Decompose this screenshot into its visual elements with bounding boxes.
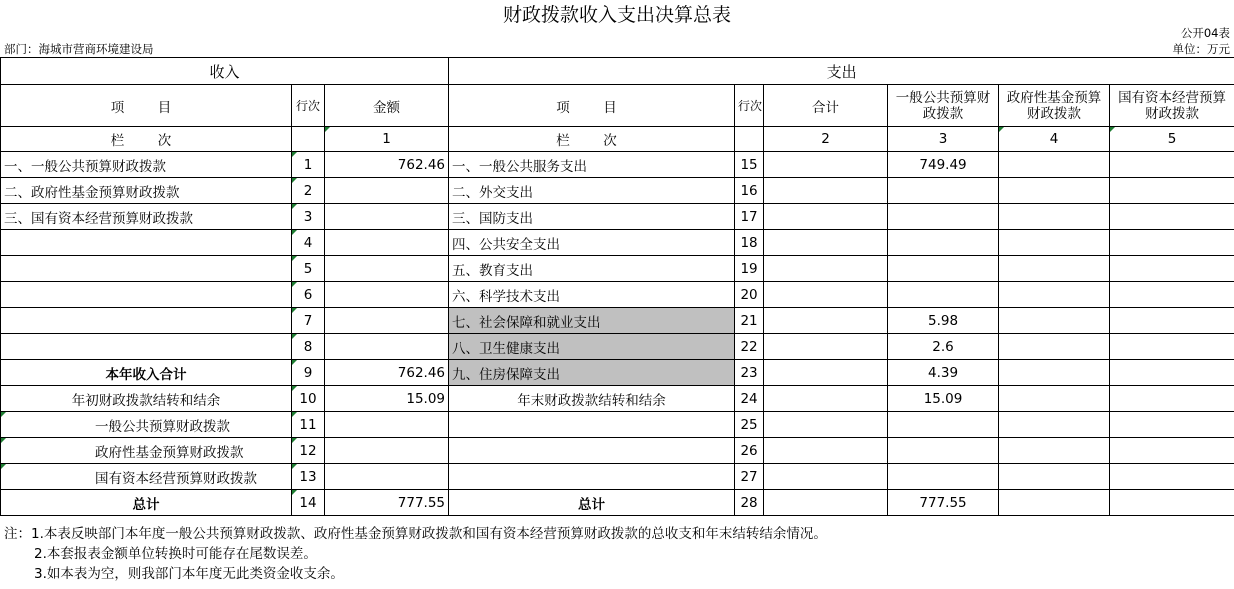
- expense-general-budget: 749.49: [888, 152, 999, 178]
- expense-state-capital: [1110, 204, 1234, 230]
- expense-total: [764, 152, 888, 178]
- expense-item-header: 项 目: [449, 85, 735, 127]
- table-row: [1, 438, 1234, 464]
- expense-total: [764, 464, 888, 490]
- expense-total: [764, 438, 888, 464]
- col-index-2: 2: [764, 127, 888, 152]
- expense-total: [764, 282, 888, 308]
- expense-item-highlighted: 七、社会保障和就业支出: [449, 308, 735, 334]
- expense-general-budget: [888, 464, 999, 490]
- col-index-1: 1: [325, 127, 449, 152]
- income-line-no: 14: [292, 490, 325, 516]
- income-item: 政府性基金预算财政拨款: [1, 438, 292, 464]
- income-grand-total-label: 总计: [1, 490, 292, 516]
- expense-gov-fund: [999, 308, 1110, 334]
- table-row: [1, 334, 1234, 360]
- expense-gov-fund: [999, 230, 1110, 256]
- footnotes: [4, 524, 827, 584]
- income-amount: [325, 204, 449, 230]
- general-budget-header: 一般公共预算财政拨款: [888, 85, 999, 127]
- income-line-no: 3: [292, 204, 325, 230]
- expense-item: 四、公共安全支出: [449, 230, 735, 256]
- expense-gov-fund: [999, 464, 1110, 490]
- income-amount: 762.46: [325, 360, 449, 386]
- expense-line-no: 21: [735, 308, 764, 334]
- expense-total: [764, 386, 888, 412]
- expense-line-no: 16: [735, 178, 764, 204]
- expense-general-budget: 5.98: [888, 308, 999, 334]
- table-row: [1, 282, 1234, 308]
- table-row: [1, 230, 1234, 256]
- income-line-no: 9: [292, 360, 325, 386]
- income-line-no: 11: [292, 412, 325, 438]
- income-item: 三、国有资本经营预算财政拨款: [1, 204, 292, 230]
- expense-total: [764, 230, 888, 256]
- income-amount: [325, 230, 449, 256]
- expense-line-no-header: 行次: [735, 85, 764, 127]
- expense-line-no: 20: [735, 282, 764, 308]
- expense-item: 三、国防支出: [449, 204, 735, 230]
- expense-gov-fund: [999, 360, 1110, 386]
- expense-state-capital: [1110, 490, 1234, 516]
- income-line-no: 6: [292, 282, 325, 308]
- income-col-index-blank: [292, 127, 325, 152]
- expense-state-capital: [1110, 360, 1234, 386]
- table-row: [1, 308, 1234, 334]
- income-item: 国有资本经营预算财政拨款: [1, 464, 292, 490]
- expense-state-capital: [1110, 412, 1234, 438]
- income-item: 二、政府性基金预算财政拨款: [1, 178, 292, 204]
- report-title: 财政拨款收入支出决算总表: [502, 4, 731, 26]
- col-index-3: 3: [888, 127, 999, 152]
- income-amount: [325, 256, 449, 282]
- expense-state-capital: [1110, 178, 1234, 204]
- expense-gov-fund: [999, 204, 1110, 230]
- income-line-no: 1: [292, 152, 325, 178]
- table-row: [1, 204, 1234, 230]
- expense-general-budget: 15.09: [888, 386, 999, 412]
- expense-line-no: 27: [735, 464, 764, 490]
- expense-total: [764, 334, 888, 360]
- expense-general-budget: [888, 178, 999, 204]
- expense-col-index-label: 栏 次: [449, 127, 735, 152]
- table-row: [1, 360, 1234, 386]
- income-line-no: 7: [292, 308, 325, 334]
- form-number: 公开04表: [1180, 26, 1230, 40]
- unit-label: 单位：万元: [1172, 42, 1230, 56]
- table-row: [1, 386, 1234, 412]
- income-subtotal-label: 本年收入合计: [1, 360, 292, 386]
- expense-general-budget: [888, 282, 999, 308]
- expense-gov-fund: [999, 412, 1110, 438]
- income-item: [1, 308, 292, 334]
- expense-item-highlighted: 九、住房保障支出: [449, 360, 735, 386]
- income-amount: 762.46: [325, 152, 449, 178]
- expense-line-no: 22: [735, 334, 764, 360]
- expense-item: 五、教育支出: [449, 256, 735, 282]
- income-item: [1, 256, 292, 282]
- income-section-header: 收入: [1, 58, 449, 85]
- department-label: 部门：海城市营商环境建设局: [4, 42, 154, 56]
- income-line-no-header: 行次: [292, 85, 325, 127]
- income-line-no: 8: [292, 334, 325, 360]
- expense-state-capital: [1110, 230, 1234, 256]
- expense-line-no: 24: [735, 386, 764, 412]
- table-row: [1, 412, 1234, 438]
- expense-col-index-blank: [735, 127, 764, 152]
- expense-item: 年末财政拨款结转和结余: [449, 386, 735, 412]
- expense-state-capital: [1110, 386, 1234, 412]
- expense-grand-total-general: 777.55: [888, 490, 999, 516]
- expense-item: [449, 464, 735, 490]
- income-item: [1, 230, 292, 256]
- expense-general-budget: [888, 438, 999, 464]
- income-item: [1, 334, 292, 360]
- expense-total: [764, 178, 888, 204]
- expense-general-budget: [888, 230, 999, 256]
- expense-line-no: 28: [735, 490, 764, 516]
- col-index-5: 5: [1110, 127, 1234, 152]
- expense-general-budget: [888, 204, 999, 230]
- income-item: 一般公共预算财政拨款: [1, 412, 292, 438]
- income-item: [1, 282, 292, 308]
- expense-item: 二、外交支出: [449, 178, 735, 204]
- expense-item: 六、科学技术支出: [449, 282, 735, 308]
- expense-line-no: 19: [735, 256, 764, 282]
- expense-item: 一、一般公共服务支出: [449, 152, 735, 178]
- expense-gov-fund: [999, 386, 1110, 412]
- expense-total: [764, 204, 888, 230]
- expense-state-capital: [1110, 308, 1234, 334]
- footnote-3: 3.如本表为空，则我部门本年度无此类资金收支余。: [34, 566, 344, 582]
- expense-item-highlighted: 八、卫生健康支出: [449, 334, 735, 360]
- amount-header: 金额: [325, 85, 449, 127]
- column-index-row: [1, 127, 1234, 152]
- income-item: 一、一般公共预算财政拨款: [1, 152, 292, 178]
- expense-general-budget: 4.39: [888, 360, 999, 386]
- col-index-4: 4: [999, 127, 1110, 152]
- expense-total: [764, 256, 888, 282]
- column-header-row: [1, 85, 1234, 127]
- state-capital-header: 国有资本经营预算财政拨款: [1110, 85, 1234, 127]
- income-amount: [325, 412, 449, 438]
- income-line-no: 10: [292, 386, 325, 412]
- expense-line-no: 18: [735, 230, 764, 256]
- income-amount: [325, 438, 449, 464]
- expense-item: [449, 438, 735, 464]
- expense-grand-total-label: 总计: [449, 490, 735, 516]
- expense-gov-fund: [999, 490, 1110, 516]
- gov-fund-header: 政府性基金预算财政拨款: [999, 85, 1110, 127]
- income-line-no: 4: [292, 230, 325, 256]
- expense-general-budget: [888, 412, 999, 438]
- fiscal-summary-table: [0, 57, 1234, 516]
- table-row: [1, 464, 1234, 490]
- expense-item: [449, 412, 735, 438]
- expense-total: [764, 490, 888, 516]
- expense-state-capital: [1110, 152, 1234, 178]
- section-header-row: [1, 58, 1234, 85]
- table-row: [1, 256, 1234, 282]
- income-line-no: 12: [292, 438, 325, 464]
- expense-state-capital: [1110, 334, 1234, 360]
- expense-gov-fund: [999, 334, 1110, 360]
- expense-total: [764, 412, 888, 438]
- income-line-no: 5: [292, 256, 325, 282]
- expense-general-budget: [888, 256, 999, 282]
- table-row: [1, 152, 1234, 178]
- income-line-no: 13: [292, 464, 325, 490]
- income-item-header: 项 目: [1, 85, 292, 127]
- income-col-index-label: 栏 次: [1, 127, 292, 152]
- expense-total: [764, 308, 888, 334]
- expense-general-budget: 2.6: [888, 334, 999, 360]
- expense-line-no: 26: [735, 438, 764, 464]
- table-row: [1, 178, 1234, 204]
- expense-state-capital: [1110, 438, 1234, 464]
- expense-gov-fund: [999, 282, 1110, 308]
- expense-line-no: 17: [735, 204, 764, 230]
- expense-gov-fund: [999, 152, 1110, 178]
- expense-section-header: 支出: [449, 58, 1234, 85]
- total-header: 合计: [764, 85, 888, 127]
- expense-line-no: 15: [735, 152, 764, 178]
- income-amount: [325, 178, 449, 204]
- income-amount: [325, 464, 449, 490]
- expense-total: [764, 360, 888, 386]
- income-line-no: 2: [292, 178, 325, 204]
- income-amount: [325, 282, 449, 308]
- income-amount: [325, 334, 449, 360]
- footnote-2: 2.本套报表金额单位转换时可能存在尾数误差。: [34, 546, 317, 562]
- income-amount: 15.09: [325, 386, 449, 412]
- expense-line-no: 23: [735, 360, 764, 386]
- expense-state-capital: [1110, 256, 1234, 282]
- expense-gov-fund: [999, 178, 1110, 204]
- income-amount: [325, 308, 449, 334]
- grand-total-row: [1, 490, 1234, 516]
- footnote-1: 注：1.本表反映部门本年度一般公共预算财政拨款、政府性基金预算财政拨款和国有资本经营预算财政拨款的总收支和年末结转结余情况。: [4, 526, 827, 542]
- income-grand-total-amount: 777.55: [325, 490, 449, 516]
- income-item: 年初财政拨款结转和结余: [1, 386, 292, 412]
- expense-state-capital: [1110, 464, 1234, 490]
- expense-gov-fund: [999, 256, 1110, 282]
- expense-line-no: 25: [735, 412, 764, 438]
- expense-gov-fund: [999, 438, 1110, 464]
- expense-state-capital: [1110, 282, 1234, 308]
